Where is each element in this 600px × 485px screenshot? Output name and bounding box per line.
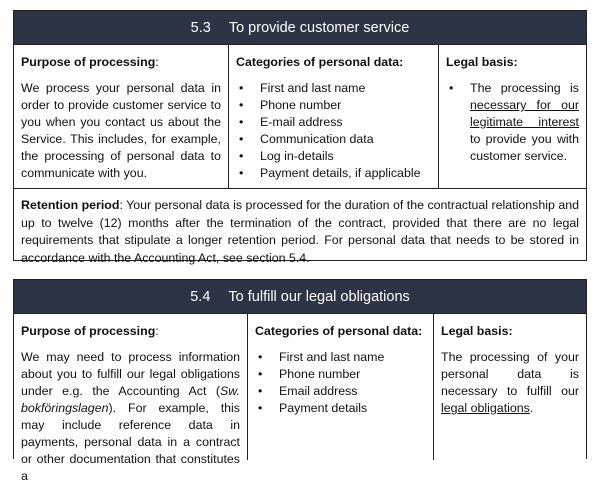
list-item: • First and last name (255, 349, 426, 366)
retention-label: Retention period (21, 198, 120, 212)
section-5-3-header (14, 11, 586, 45)
purpose-column (14, 45, 228, 188)
list-item: • Phone number (236, 97, 431, 114)
purpose-text: We process your personal data in order to provide customer service to you when you contact us about the Service. This includes, for example, the processing of personal data to communicate with you. (21, 81, 221, 180)
section-5-3-row (14, 45, 586, 189)
list-item: • Payment details (255, 400, 426, 417)
purpose-text (21, 349, 240, 485)
retention-period (14, 189, 586, 275)
legal-basis-text-end: to provide you with customer service. (470, 132, 579, 163)
list-item: • Payment details, if applicable (236, 165, 431, 182)
categories-list (255, 349, 426, 417)
section-number: 5.3 (190, 19, 211, 36)
purpose-heading-text: Purpose of processing (21, 324, 156, 338)
purpose-text-italic: Sw. bokföringslagen (21, 384, 240, 415)
purpose-text-start: We may need to process information about you to fulfill our legal obligations under e.g. the Accounting Act ( (21, 350, 240, 398)
list-item: • Log in-details (236, 148, 431, 165)
categories-column (247, 314, 433, 460)
list-item: • First and last name (236, 80, 431, 97)
categories-column (228, 45, 438, 188)
legal-basis-column (433, 314, 586, 460)
section-5-4-header (14, 280, 586, 314)
legal-basis-text (441, 349, 579, 417)
categories-heading: Categories of personal data: (255, 324, 423, 338)
purpose-heading-colon: : (155, 324, 159, 338)
section-5-4-table (13, 279, 587, 483)
section-5-4-row (14, 314, 586, 483)
legal-basis-link[interactable]: legal obligations (441, 401, 530, 415)
retention-text: : Your personal data is processed for the duration of the contractual relationship and up to twelve (12) months after the termination of the contract, provided that there are no legal requirements that stipulate a longer retention period. For personal data that needs to be stored in accordance with the Accounting Act, see section 5.4. (21, 198, 579, 265)
legal-basis-list (446, 80, 579, 165)
legal-basis-text: The processing is (470, 81, 579, 95)
legal-basis-column (438, 45, 586, 188)
list-item: • Phone number (255, 366, 426, 383)
section-number: 5.4 (190, 288, 211, 305)
section-title: To provide customer service (228, 19, 410, 36)
purpose-heading (21, 54, 221, 71)
list-item: • Email address (255, 383, 426, 400)
section-title: To fulfill our legal obligations (228, 288, 410, 305)
legal-basis-item (446, 80, 579, 165)
legal-basis-heading: Legal basis: (441, 324, 513, 338)
purpose-text-end: ). For example, this may include reference data in payments, personal data in a contract or other documentation that constitutes a (21, 401, 240, 483)
purpose-column (14, 314, 247, 483)
purpose-heading-colon: : (155, 55, 159, 69)
legal-basis-text-end: . (529, 401, 534, 415)
section-5-3-table (13, 10, 587, 265)
categories-heading: Categories of personal data: (236, 55, 404, 69)
legal-basis-text-start: The processing of your personal data is necessary to fulfill our (441, 350, 579, 398)
purpose-heading (21, 323, 240, 340)
list-item: • E-mail address (236, 114, 431, 131)
purpose-heading-text: Purpose of processing (21, 55, 156, 69)
list-item: • Communication data (236, 131, 431, 148)
categories-list (236, 80, 431, 182)
legal-basis-link[interactable]: necessary for our legitimate interest (470, 98, 579, 129)
legal-basis-heading: Legal basis: (446, 55, 518, 69)
